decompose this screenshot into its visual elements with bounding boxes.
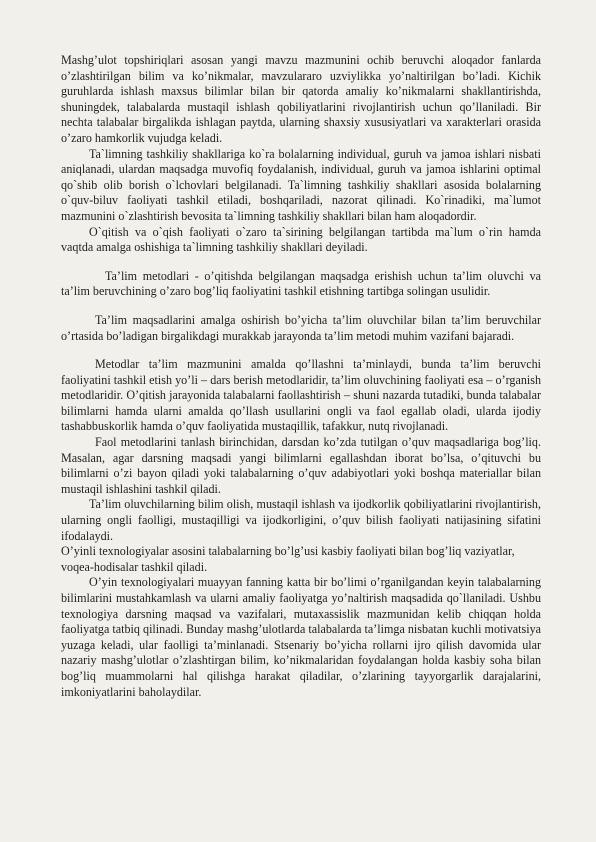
paragraph-10: O’yin texnologiyalari muayyan fanning katta bir bo’limi o’rganilgandan keyin talabalarning bilimlarini mustahkamlash va ularni amaliy faoliyatga yo’naltirish maqsadida qo`llaniladi. Ushbu texnologiya darsning maqsad va vazifalari, mutaxassislik mazmunidan kelib chiqqan holda faoliyatga tatbiq qilinadi. Bunday mashg’ulotlarda talabalarda ta’limga nisbatan kuchli motivatsiya yuzaga keladi, ular faolligi ta’minlanadi. Stsenariy bo’yicha rollarni ijro qilish davomida ular nazariy mashg’ulotlar o’zlashtirgan bilim, ko’nikmalaridan foydalangan holda kasbiy soha bilan bog’liq muammolarni hal qilishga harakat qiladilar, o’zlarining tayyorgarlik darajalarini, imkoniyatlarini baholaydilar. (61, 575, 541, 699)
paragraph-7: Faol metodlarini tanlash birinchidan, darsdan ko’zda tutilgan o’quv maqsadlariga bog’liq. Masalan, agar darsning maqsadi yangi bilimlarni egallashdan iborat bo’lsa, o’qituvchi bu bilimlarni o’zi bayon qiladi yoki talabalarning o’quv adabiyotlari yoki boshqa materiallar bilan mustaqil ishlashini tashkil qiladi. (61, 435, 541, 496)
paragraph-9: O’yinli texnologiyalar asosini talabalarning bo’lg’usi kasbiy faoliyati bilan bog’liq vaziyatlar, voqea-hodisalar tashkil qiladi. (61, 544, 515, 574)
paragraph-3: O`qitish va o`qish faoliyati o`zaro ta`sirining belgilangan tartibda ma`lum o`rin hamda vaqtda amalga oshishiga ta`limning tashkiliy shakllari deyiladi. (61, 224, 541, 255)
paragraph-8: Ta’lim oluvchilarning bilim olish, mustaqil ishlash va ijodkorlik qobiliyatlarini rivojlantirish, ularning ongli faolligi, mustaqilligi va ijodkorligini, o’quv bilish faoliyati natijasining sifatini ifodalaydi. (61, 497, 541, 543)
document-body (61, 53, 541, 700)
paragraph-4: Ta’lim metodlari - o’qitishda belgilangan maqsadga erishish uchun ta’lim oluvchi va ta’lim beruvchining o’zaro bog’liq faoliyatini tashkil etishning tartibga solingan usulidir. (61, 268, 541, 299)
paragraph-1: Mashg’ulot topshiriqlari asosan yangi mavzu mazmunini ochib beruvchi aloqador fanlarda o’zlashtirilgan bilim va ko’nikmalar, mavzulararo uzviylikka yo’naltirilgan bo’ladi. Kichik guruhlarda ishlash maxsus bilimlar bilan bir qatorda amaliy ko’nikmalarni shakllantirishda, shuningdek, talabalarda mustaqil ishlash qobiliyatlarini rivojlantirish uchun qo’llaniladi. Bir nechta talabalar birgalikda ishlagan paytda, ularning shaxsiy xususiyatlari va xarakterlari orasida o’zaro hamkorlik vujudga keladi. (61, 53, 541, 145)
paragraph-6: Metodlar ta’lim mazmunini amalda qo’llashni ta’minlaydi, bunda ta’lim beruvchi faoliyatini tashkil etish yo’li – dars berish metodlaridir, ta’lim oluvchining faoliyati esa – o’rganish metodlaridir. O’qitish jarayonida talabalarni faollashtirish – shuni nazarda tutadiki, bunda talabalar bilimlarni hamda ularni amalda qo’llash usullarini ongli va faol egallab oladi, ularda ijodiy tashabbuskorlik hamda o’quv faoliyatida mustaqillik, tafakkur, nutq rivojlanadi. (61, 357, 541, 434)
paragraph-5: Ta’lim maqsadlarini amalga oshirish bo’yicha ta’lim oluvchilar bilan ta’lim beruvchilar o’rtasida bo’ladigan birgalikdagi murakkab jarayonda ta’lim metodi muhim vazifani bajaradi. (61, 312, 541, 343)
paragraph-2: Ta`limning tashkiliy shakllariga ko`ra bolalarning individual, guruh va jamoa ishlari nisbati aniqlanadi, ulardan maqsadga muvofiq foydalanish, individual, guruh va jamoa ishlarini optimal qo`shib olib borish o`lchovlari belgilanadi. Ta`limning tashkiliy shakllari asosida bolalarning o`quv-biluv faoliyati tashkil etiladi, boshqariladi, nazorat qilinadi. Ko`rinadiki, ma`lumot mazmunini o`zlashtirish bevosita ta`limning tashkiliy shakllari bilan ham aloqadordir. (61, 146, 541, 223)
